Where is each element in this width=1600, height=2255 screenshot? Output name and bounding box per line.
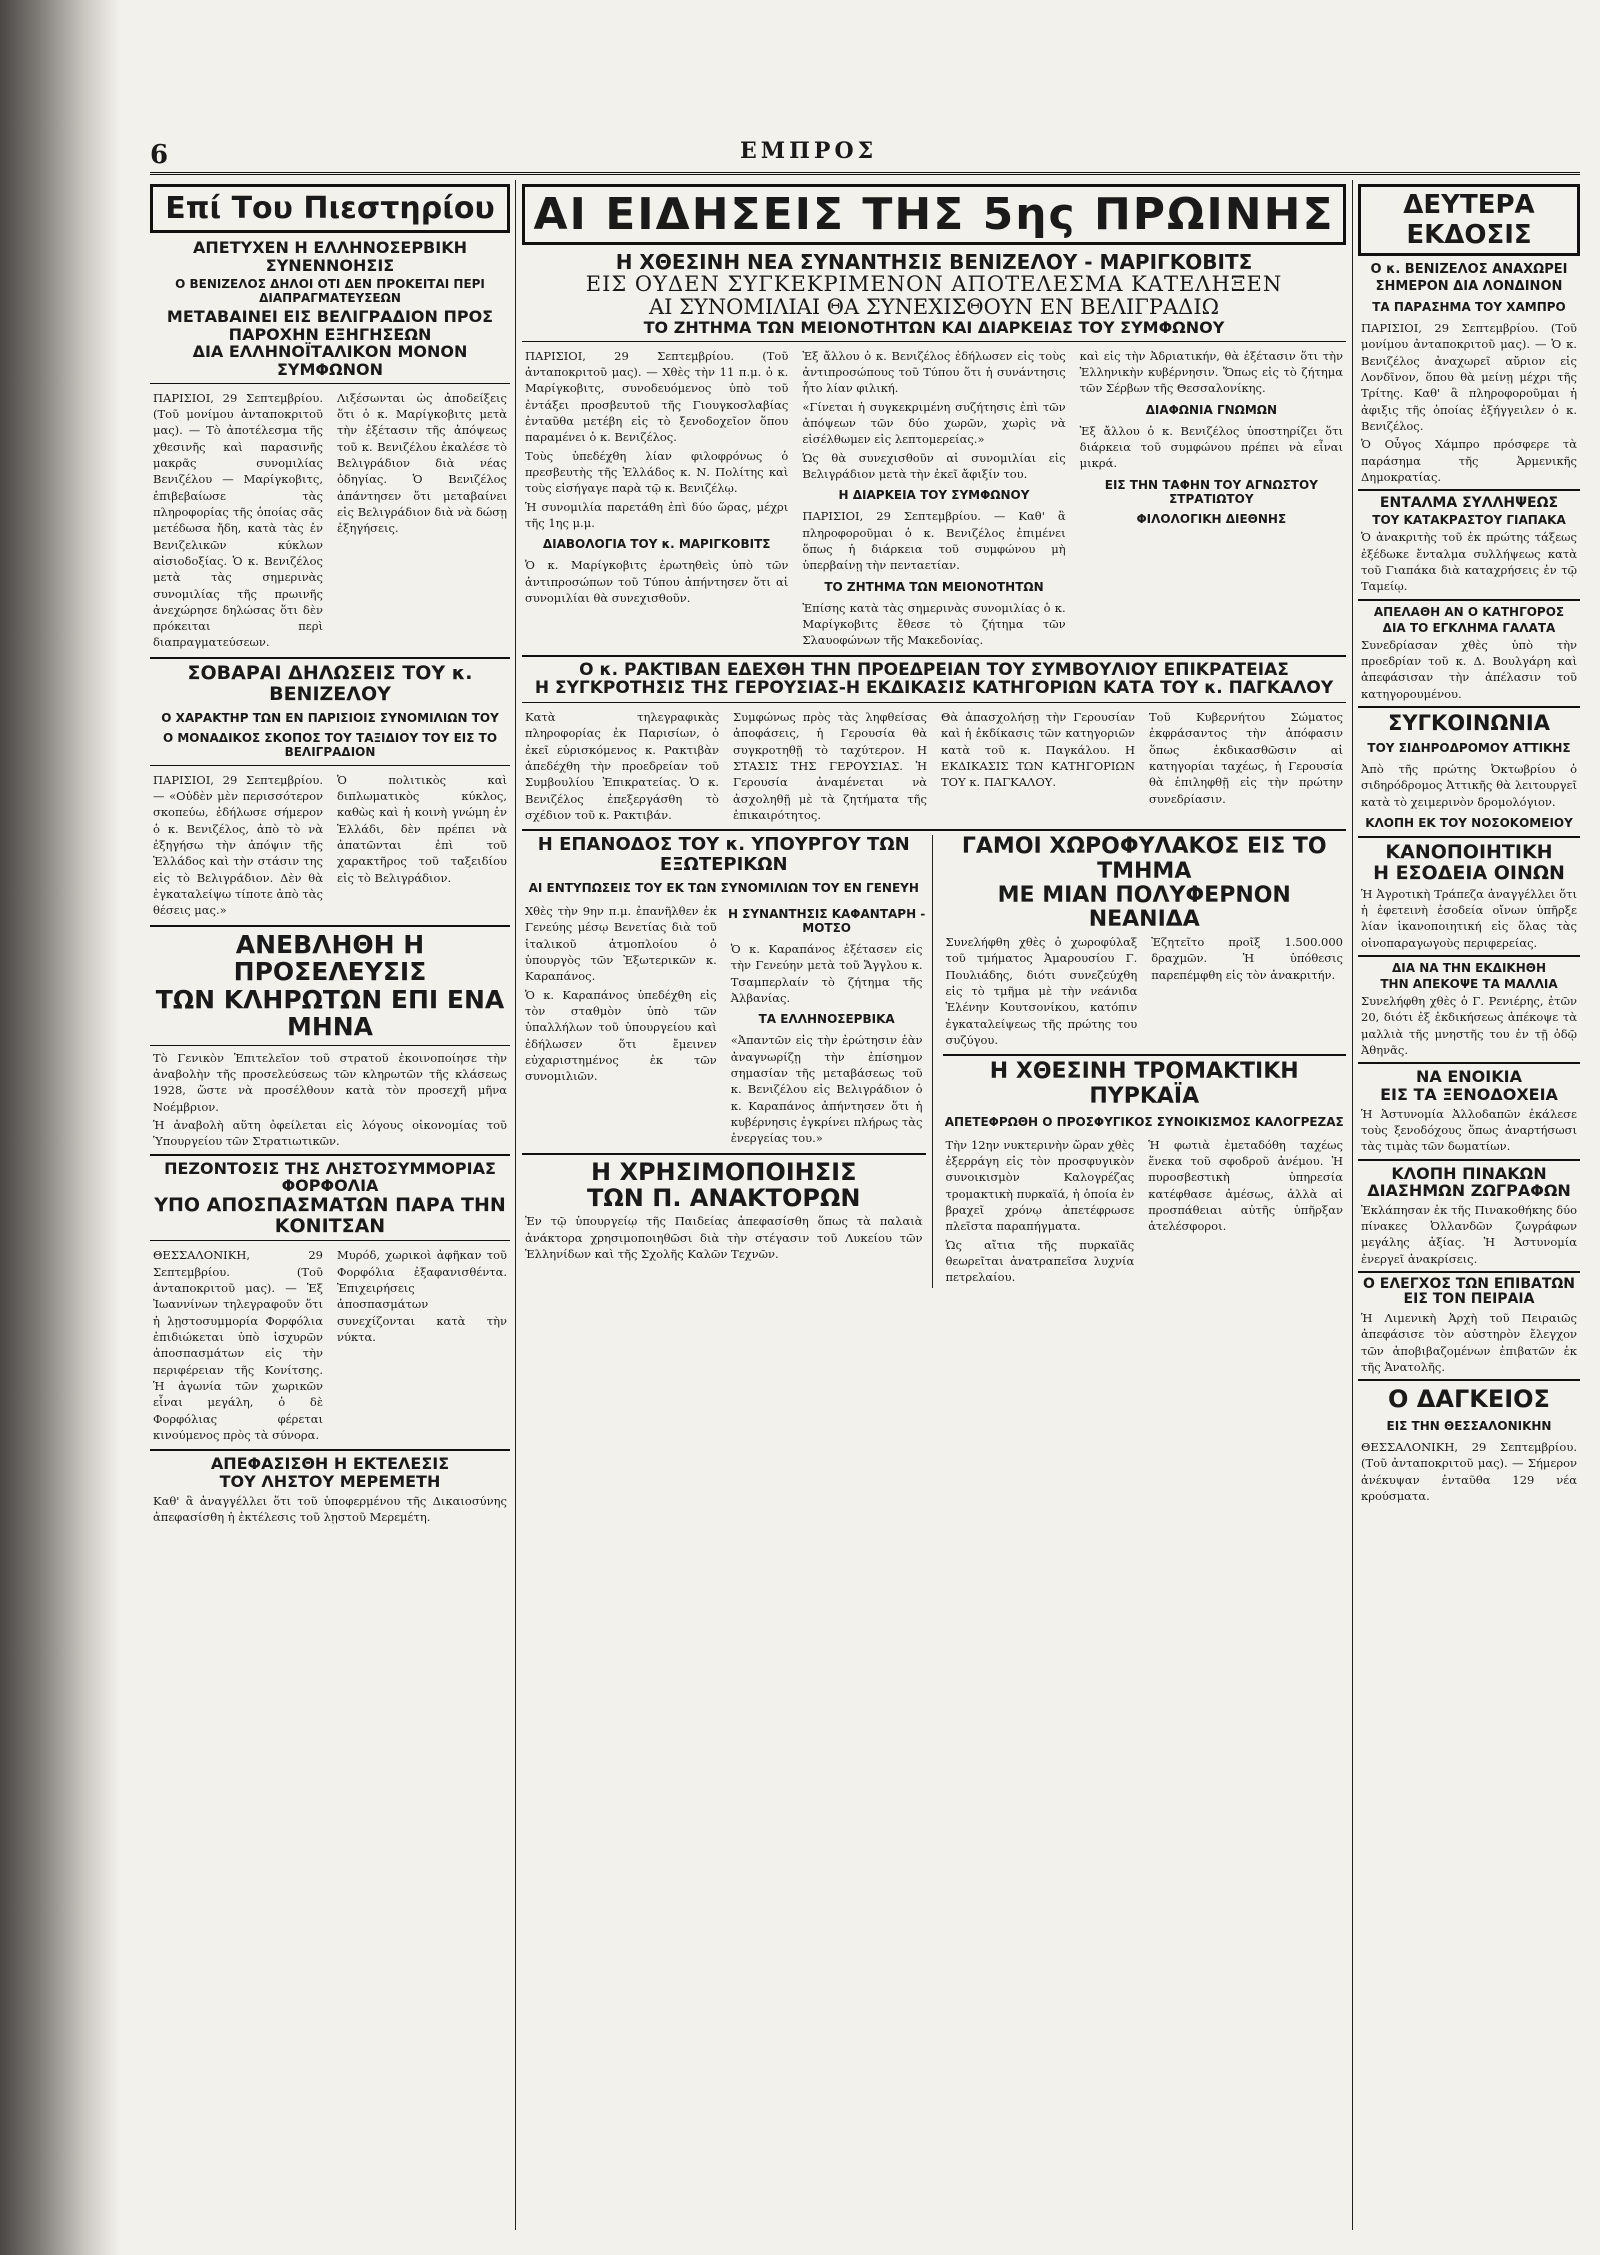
article-body: Ἡ ἀναβολὴ αὕτη ὀφείλεται εἰς λόγους οἰκονομίας τοῦ Ὑπουργείου τῶν Στρατιωτικῶν. [153, 1117, 507, 1149]
subheadline: Η ΔΙΑΡΚΕΙΑ ΤΟΥ ΣΥΜΦΩΝΟΥ [838, 488, 1030, 503]
headline: Ο ΒΕΝΙΖΕΛΟΣ ΔΗΛΟΙ ΟΤΙ ΔΕΝ ΠΡΟΚΕΙΤΑΙ ΠΕΡΙ ΔΙΑΠΡΑΓΜΑΤΕΥΣΕΩΝ [175, 277, 485, 306]
headline: ΝΑ ΕΝΟΙΚΙΑ [1416, 1067, 1522, 1087]
headline: Η ΣΥΓΚΡΟΤΗΣΙΣ ΤΗΣ ΓΕΡΟΥΣΙΑΣ-Η ΕΚΔΙΚΑΣΙΣ ΚΑΤΗΓΟΡΙΩΝ ΚΑΤΑ ΤΟΥ κ. ΠΑΓΚΑΛΟΥ [534, 678, 1334, 699]
column-divider [515, 180, 516, 2230]
headline: ΑΙ ΣΥΝΟΜΙΛΙΑΙ ΘΑ ΣΥΝΕΧΙΣΘΟΥΝ ΕΝ ΒΕΛΙΓΡΑΔΙΩ [648, 295, 1220, 320]
article-body: Καθ' ἃ ἀναγγέλλει ὅτι τοῦ ὑποφερμένου τῆς Δικαιοσύνης ἀπεφασίσθη ἡ ἐκτέλεσις τοῦ λῃστοῦ Μερεμέτη. [153, 1493, 507, 1524]
headline: Ο ΕΛΕΓΧΟΣ ΤΩΝ ΕΠΙΒΑΤΩΝ [1363, 1276, 1575, 1293]
article-body: ΘΕΣΣΑΛΟΝΙΚΗ, 29 Σεπτεμβρίου. (Τοῦ ἀνταποκριτοῦ μας). — Ἐξ Ἰωαννίνων τηλεγραφοῦν ὅτι ἡ λῃστοσυμμορία Φορφόλια ἐπιδιώκεται ὑπὸ ἰσχυρῶν ἀποσπασμάτων εἰς τὴν περιφέρειαν τῆς Κονίτσης. Ἡ ἀγωνία τῶν χωρικῶν εἶναι μεγάλη, ὁ δὲ Φορφόλιας φέρεται κινούμενος πρὸς τὰ σύνορα. Μυρόδ, χωρικοὶ ἀφῆκαν τοῦ Φορφόλια ἐξαφανισθέντα. Ἐπιχειρήσεις ἀποσπασμάτων συνεχίζονται κατὰ τὴν νύκτα. [153, 1248, 507, 1443]
headline: ΣΥΓΚΟΙΝΩΝΙΑ [1388, 710, 1550, 735]
article-body: ΠΑΡΙΣΙΟΙ, 29 Σεπτεμβρίου. (Τοῦ μονίμου ἀνταποκριτοῦ μας). — Τὸ ἀποτέλεσμα τῆς χθεσινῆς καὶ παρασινῆς μακρᾶς συνομιλίας Βενιζέλου — Μαρίγκοβιτς, ἐπιβεβαίωσε τὰς πληροφορίας τῆς ὁποίας σᾶς μετέδωσα ἤδη, κατὰ τὰς ἐν Βενιζελικῶν κύκλων αἰσιοδοξίας. Ὁ κ. Βενιζέλος μετὰ τὰς σημερινὰς συνομιλίας τῆς πρωινῆς ἀνεχώρησε δηλώσας ὅτι δὲν πρόκειται περὶ διαπραγματεύσεων. Λιξέσωνται ὡς ἀποδείξεις ὅτι ὁ κ. Μαρίγκοβιτς μετὰ τὴν ἐξέτασιν τῆς ἀπόψεως τοῦ κ. Βενιζέλου ἐκαλέσε τὸ Βελιγράδιον διὰ νέας ὁδηγίας. Ὁ Βενιζέλος ἀπάντησεν ὅτι μεταβαίνει εἰς Βελιγράδιον διὰ νὰ δώσῃ ἐξηγήσεις. [153, 390, 507, 650]
subheadline: ΤΟΥ ΣΙΔΗΡΟΔΡΟΜΟΥ ΑΤΤΙΚΗΣ [1367, 741, 1571, 755]
subheadline: ΤΟ ΖΗΤΗΜΑ ΤΩΝ ΜΕΙΟΝΟΤΗΤΩΝ ΚΑΙ ΔΙΑΡΚΕΙΑΣ ΤΟΥ ΣΥΜΦΩΝΟΥ [643, 318, 1225, 338]
subheadline: ΤΑ ΕΛΛΗΝΟΣΕΡΒΙΚΑ [758, 1012, 895, 1027]
column-divider [1352, 180, 1353, 2230]
article-body: Ἐν τῷ ὑπουργείῳ τῆς Παιδείας ἀπεφασίσθη ὅπως τὰ παλαιὰ ἀνάκτορα χρησιμοποιηθῶσι διὰ τὴν στέγασιν τοῦ Λυκείου τῶν Ἑλληνίδων καὶ τῆς Σχολῆς Καλῶν Τεχνῶν. [525, 1214, 923, 1262]
subheadline: ΔΙΑΒΟΛΟΓΙΑ ΤΟΥ κ. ΜΑΡΙΓΚΟΒΙΤΣ [542, 537, 771, 552]
subheadline: ΚΛΟΠΗ ΕΚ ΤΟΥ ΝΟΣΟΚΟΜΕΙΟΥ [1365, 815, 1573, 830]
left-column [150, 180, 510, 1527]
headline: ΚΑΝΟΠΟΙΗΤΙΚΗ [1385, 840, 1553, 863]
headline: ΤΩΝ ΚΛΗΡΩΤΩΝ ΕΠΙ ΕΝΑ ΜΗΝΑ [155, 984, 505, 1042]
subheadline: ΕΙΣ ΤΗΝ ΤΑΦΗΝ ΤΟΥ ΑΓΝΩΣΤΟΥ ΣΤΡΑΤΙΩΤΟΥ [1104, 477, 1318, 506]
headline: ΤΟΥ ΚΑΤΑΚΡΑΣΤΟΥ ΓΙΑΠΑΚΑ [1372, 513, 1566, 528]
subheadline: ΕΙΣ ΤΗΝ ΘΕΣΣΑΛΟΝΙΚΗΝ [1386, 1419, 1552, 1434]
second-edition-banner: ΔΕΥΤΕΡΑ ΕΚΔΟΣΙΣ [1358, 184, 1580, 256]
right-column: ΔΕΥΤΕΡΑ ΕΚΔΟΣΙΣ Ο κ. ΒΕΝΙΖΕΛΟΣ ΑΝΑΧΩΡΕΙ ΣΗΜΕΡΟΝ ΔΙΑ ΛΟΝΔΙΝΟΝ ΤΑ ΠΑΡΑΣΗΜΑ ΤΟΥ ΧΑΜΠΡΟ ΠΑΡΙΣΙΟΙ, 29 Σεπτεμβρίου. (Τοῦ μονίμου ἀνταποκριτοῦ μας). — Ὁ κ. Βενιζέλος ἀναχωρεῖ αὔριον εἰς Λονδῖνον, ὅπου θὰ μείνῃ μέχρι τῆς Τρίτης. Καθ' ἃ πληροφοροῦμαι ἡ ἀφιξις τῆς ὁποίας ἐξήγγειλεν ὁ κ. Βενιζέλος. Ὁ Οὖγος Χάμπρο πρόσφερε τὰ παράσημα τῆς Ἀρμενικῆς Δημοκρατίας. ΕΝΤΑΛΜΑ ΣΥΛΛΗΨΕΩΣ ΤΟΥ ΚΑΤΑΚΡΑΣΤΟΥ ΓΙΑΠΑΚΑ Ὁ ἀνακριτὴς τοῦ ἐκ πρώτης τάξεως ἐξέδωκε ἔνταλμα συλλήψεως κατὰ τοῦ Γιαπάκα διὰ καταχρήσεις ἐν τῷ Ταμείῳ. ΑΠΕΛΑΘΗ ΑΝ Ο ΚΑΤΗΓΟΡΟΣ ΔΙΑ ΤΟ ΕΓΚΛΗΜΑ ΓΑΛΑΤΑ Συνεδρίασαν χθὲς ὑπὸ τὴν προεδρίαν τοῦ κ. Δ. Βουλγάρη καὶ ἀπεφάσισαν τὴν ἀπέλασιν τοῦ κατηγορουμένου. ΣΥΓΚΟΙΝΩΝΙΑ ΤΟΥ ΣΙΔΗΡΟΔΡΟΜΟΥ ΑΤΤΙΚΗΣ Ἀπὸ τῆς πρώτης Ὀκτωβρίου ὁ σιδηρόδρομος Ἀττικῆς θὰ λειτουργεῖ κατὰ τὸ χειμερινὸν δρομολόγιον. ΚΛΟΠΗ ΕΚ ΤΟΥ ΝΟΣΟΚΟΜΕΙΟΥ ΚΑΝΟΠΟΙΗΤΙΚΗ Η ΕΣΟΔΕΙΑ ΟΙΝΩΝ Ἡ Ἀγροτικὴ Τράπεζα ἀναγγέλλει ὅτι ἡ ἐφετεινὴ ἐσοδεία οἴνων ὑπῆρξε λίαν ἱκανοποιητική εἰς ὅλας τὰς οἰνοπαραγωγοὺς περιφερείας. ΔΙΑ ΝΑ ΤΗΝ ΕΚΔΙΚΗΘΗ ΤΗΝ ΑΠΕΚΟΨΕ ΤΑ ΜΑΛΛΙΑ Συνελήφθη χθὲς ὁ Γ. Ρενιέρης, ἐτῶν 20, διότι ἐξ ἐκδικήσεως ἀπέκοψε τὰ μαλλιὰ τῆς μνηστῆς του ἐν τῇ ὁδῷ Ἀθηνᾶς. ΝΑ ΕΝΟΙΚΙΑ ΕΙΣ ΤΑ ΞΕΝΟΔΟΧΕΙΑ Ἡ Ἀστυνομία Ἀλλοδαπῶν ἐκάλεσε τοὺς ξενοδόχους ὅπως ἀναρτήσωσι τὰς τιμὰς τῶν δωματίων. ΚΛΟΠΗ ΠΙΝΑΚΩΝ ΔΙΑΣΗΜΩΝ ΖΩΓΡΑΦΩΝ Ἐκλάπησαν ἐκ τῆς Πινακοθήκης δύο πίνακες Ὀλλανδῶν ζωγράφων μεγάλης ἀξίας. Ἡ Ἀστυνομία ἐνεργεῖ ἀνακρίσεις. Ο ΕΛΕΓΧΟΣ ΤΩΝ ΕΠΙΒΑΤΩΝ ΕΙΣ ΤΟΝ ΠΕΙΡΑΙΑ Ἡ Λιμενικὴ Ἀρχὴ τοῦ Πειραιῶς ἀπεφάσισε τὸν αὐστηρὸν ἔλεγχον τῶν ἀποβιβαζομένων ἐπιβατῶν ἐκ τῆς Ἀνατολῆς. Ο ΔΑΓΚΕΙΟΣ ΕΙΣ ΤΗΝ ΘΕΣΣΑΛΟΝΙΚΗΝ ΘΕΣΣΑΛΟΝΙΚΗ, 29 Σεπτεμβρίου. (Τοῦ ἀνταποκριτοῦ μας). — Σήμερον ἀνέκυψαν ἐνταῦθα 129 νέα κρούσματα. [1358, 180, 1580, 1506]
headline: ΔΙΑΣΗΜΩΝ ΖΩΓΡΑΦΩΝ [1367, 1181, 1571, 1201]
headline: ΔΙΑ ΕΛΛΗΝΟΪΤΑΛΙΚΟΝ ΜΟΝΟΝ ΣΥΜΦΩΝΟΝ [192, 342, 468, 379]
center-column [522, 180, 1346, 1288]
article-body: ΠΑΡΙΣΙΟΙ, 29 Σεπτεμβρίου. (Τοῦ ἀνταποκριτοῦ μας). — Χθὲς τὴν 11 π.μ. ὁ κ. Μαρίγκοβιτς, συνοδευόμενος ὑπὸ τοῦ ἐντάξει προσβευτοῦ τῆς Γιουγκοσλαβίας ἐνταῦθα μετέβη εἰς τὸ ξενοδοχεῖον ὅπου παραμένει ὁ κ. Βενιζέλος. Τοὺς ὑπεδέχθη λίαν φιλοφρόνως ὁ πρεσβευτὴς τῆς Ἑλλάδος κ. Ν. Πολίτης καὶ τοὺς εἰσήγαγε παρὰ τῷ κ. Βενιζέλῳ. Ἡ συνομιλία παρετάθη ἐπὶ δύο ὥρας, μέχρι τῆς 1ης μ.μ. ΔΙΑΒΟΛΟΓΙΑ ΤΟΥ κ. ΜΑΡΙΓΚΟΒΙΤΣ Ὁ κ. Μαρίγκοβιτς ἐρωτηθεὶς ὑπὸ τῶν ἀντιπροσώπων τοῦ Τύπου ἀπήντησεν ὅτι αἱ συνομιλίαι θὰ συνεχισθοῦν. Ἐξ ἄλλου ὁ κ. Βενιζέλος ἐδήλωσεν εἰς τοὺς ἀντιπροσώπους τοῦ Τύπου ὅτι ἡ συνάντησις ἦτο λίαν φιλική. «Γίνεται ἡ συγκεκριμένη συζήτησις ἐπὶ τῶν ἀπόψεων τῶν δύο χωρῶν, χωρὶς νὰ εἰσέλθωμεν εἰς λεπτομερείας.» Ὡς θὰ συνεχισθοῦν αἱ συνομιλίαι εἰς Βελιγράδιον μετὰ τὴν ἐκεῖ ἄφιξίν του. Η ΔΙΑΡΚΕΙΑ ΤΟΥ ΣΥΜΦΩΝΟΥ ΠΑΡΙΣΙΟΙ, 29 Σεπτεμβρίου. — Καθ' ἃ πληροφοροῦμαι ὁ κ. Βενιζέλος ἐπιμένει ὅπως ἡ διάρκεια τοῦ συμφώνου μὴ ὑπερβαίνῃ τὴν πενταετίαν. ΤΟ ΖΗΤΗΜΑ ΤΩΝ ΜΕΙΟΝΟΤΗΤΩΝ Ἐπίσης κατὰ τὰς σημερινὰς συνομιλίας ὁ κ. Μαρίγκοβιτς ἔθεσε τὸ ζήτημα τῶν Σλαυοφώνων τῆς Μακεδονίας. καὶ εἰς τὴν Ἀδριατικήν, θὰ ἐξέτασιν ὅτι τὴν Ἑλληνικὴν κυβέρνησιν. Ὅπως εἰς τὸ ζήτημα τῶν Σέρβων τῆς Θεσσαλονίκης. ΔΙΑΦΩΝΙΑ ΓΝΩΜΩΝ Ἐξ ἄλλου ὁ κ. Βενιζέλος ὑποστηρίζει ὅτι διάρκεια τοῦ συμφώνου πρέπει νὰ εἶναι μικρά. ΕΙΣ ΤΗΝ ΤΑΦΗΝ ΤΟΥ ΑΓΝΩΣΤΟΥ ΣΤΡΑΤΙΩΤΟΥ ΦΙΛΟΛΟΓΙΚΗ ΔΙΕΘΝΗΣ [522, 346, 1346, 651]
headline: ΥΠΟ ΑΠΟΣΠΑΣΜΑΤΩΝ ΠΑΡΑ ΤΗΝ ΚΟΝΙΤΣΑΝ [154, 1193, 506, 1237]
headline: Η ΕΠΑΝΟΔΟΣ ΤΟΥ κ. ΥΠΟΥΡΓΟΥ ΤΩΝ ΕΞΩΤΕΡΙΚΩΝ [537, 834, 910, 876]
headline: ΕΝΤΑΛΜΑ ΣΥΛΛΗΨΕΩΣ [1379, 495, 1559, 512]
rubric-box: Επί Του Πιεστηρίου [150, 184, 510, 233]
headline: ΕΙΣ ΤΟΝ ΠΕΙΡΑΙΑ [1403, 1291, 1535, 1308]
headline: Η ΧΘΕΣΙΝΗ ΤΡΟΜΑΚΤΙΚΗ ΠΥΡΚΑΪΑ [989, 1059, 1299, 1109]
article-body: Κατὰ τηλεγραφικὰς πληροφορίας ἐκ Παρισίων, ὁ ἐκεῖ εὑρισκόμενος κ. Ρακτιβὰν ἀπεδέχθη τὴν προεδρείαν τοῦ Συμβουλίου Ἐπικρατείας. Ὁ κ. Βενιζέλος ἐπεξεργάσθη τὸ σχέδιον τοῦ κ. Ρακτιβάν. Συμφώνως πρὸς τὰς ληφθείσας ἀποφάσεις, ἡ Γερουσία θὰ συγκροτηθῇ τὸ ταχύτερον. Η ΣΤΑΣΙΣ ΤΗΣ ΓΕΡΟΥΣΙΑΣ. Ἡ Γερουσία ἀναμένεται νὰ ἀσχοληθῇ μὲ τὰ ζητήματα τῆς ἐπικαιρότητος. Θὰ ἀπασχολήσῃ τὴν Γερουσίαν καὶ ἡ ἐκδίκασις τῶν κατηγοριῶν κατὰ τοῦ κ. Παγκάλου. Η ΕΚΔΙΚΑΣΙΣ ΤΩΝ ΚΑΤΗΓΟΡΙΩΝ ΤΟΥ κ. ΠΑΓΚΑΛΟΥ. Τοῦ Κυβερνήτου Σώματος ἐκφράσαντος τὴν ἀπόφασιν ὅπως ἐκδικασθῶσιν αἱ κατηγορίαι ταχέως, ἡ Γερουσία θὰ ἐπιληφθῇ εἰς τὴν πρώτην συνεδρίασιν. [525, 710, 1343, 823]
foreign-minister-article: Η ΕΠΑΝΟΔΟΣ ΤΟΥ κ. ΥΠΟΥΡΓΟΥ ΤΩΝ ΕΞΩΤΕΡΙΚΩΝ ΑΙ ΕΝΤΥΠΩΣΕΙΣ ΤΟΥ ΕΚ ΤΩΝ ΣΥΝΟΜΙΛΙΩΝ ΤΟΥ ΕΝ ΓΕΝΕΥΗ Χθὲς τὴν 9ην π.μ. ἐπανῆλθεν ἐκ Γενεύης μέσῳ Βενετίας διὰ τοῦ ἰταλικοῦ ἀτμοπλοίου ὁ ὑπουργὸς τῶν Ἐξωτερικῶν κ. Καραπάνος. Ὁ κ. Καραπάνος ὑπεδέχθη εἰς τὸν σταθμὸν ὑπὸ τῶν ὑπαλλήλων τοῦ ὑπουργείου καὶ ἐδήλωσεν ὅτι ἔμεινεν εὐχαριστημένος ἐκ τῶν συνομιλιῶν. Η ΣΥΝΑΝΤΗΣΙΣ ΚΑΦΑΝΤΑΡΗ - ΜΟΤΣΟ Ὁ κ. Καραπάνος ἐξέτασεν εἰς τὴν Γενεύην μετὰ τοῦ Ἄγγλου κ. Τσαμπερλαίν τὸ ζήτημα τῆς Ἀλβανίας. ΤΑ ΕΛΛΗΝΟΣΕΡΒΙΚΑ «Ἀπαντῶν εἰς τὴν ἐρώτησιν ἐὰν ἀναγνωρίζῃ τὴν ἐπίσημον σημασίαν τῆς μεταβάσεως τοῦ κ. Βενιζέλου εἰς Βελιγράδιον ὁ κ. Καραπάνος ἀπήντησεν ὅτι ἡ κυβέρνησις ἐγκρίνει πλήρως τὰς ἐνεργείας του.» Η ΧΡΗΣΙΜΟΠΟΙΗΣΙΣ ΤΩΝ Π. ΑΝΑΚΤΟΡΩΝ Ἐν τῷ ὑπουργείῳ τῆς Παιδείας ἀπεφασίσθη ὅπως τὰ παλαιὰ ἀνάκτορα χρησιμοποιηθῶσι διὰ τὴν στέγασιν τοῦ Λυκείου τῶν Ἑλληνίδων καὶ τῆς Σχολῆς Καλῶν Τεχνῶν. [522, 835, 933, 1287]
masthead: ΕΜΠΡΟΣ [740, 138, 878, 164]
headline: Η ΧΘΕΣΙΝΗ ΝΕΑ ΣΥΝΑΝΤΗΣΙΣ ΒΕΝΙΖΕΛΟΥ - ΜΑΡΙΓΚΟΒΙΤΣ [615, 250, 1253, 274]
headline: Η ΧΡΗΣΙΜΟΠΟΙΗΣΙΣ [591, 1157, 857, 1186]
scanned-binding-edge [0, 0, 120, 2255]
headline: ΕΙΣ ΤΑ ΞΕΝΟΔΟΧΕΙΑ [1380, 1084, 1558, 1104]
headline: ΤΩΝ Π. ΑΝΑΚΤΟΡΩΝ [587, 1183, 861, 1212]
page-number: 6 [150, 140, 169, 170]
headline: ΤΗΝ ΑΠΕΚΟΨΕ ΤΑ ΜΑΛΛΙΑ [1380, 977, 1558, 992]
subheadline: ΤΟ ΖΗΤΗΜΑ ΤΩΝ ΜΕΙΟΝΟΤΗΤΩΝ [824, 579, 1044, 594]
headline: ΕΙΣ ΟΥΔΕΝ ΣΥΓΚΕΚΡΙΜΕΝΟΝ ΑΠΟΤΕΛΕΣΜΑ ΚΑΤΕΛΗΞΕΝ [585, 272, 1283, 296]
headline: ΣΗΜΕΡΟΝ ΔΙΑ ΛΟΝΔΙΝΟΝ [1375, 279, 1563, 294]
subheadline: ΑΠΕΤΕΦΡΩΘΗ Ο ΠΡΟΣΦΥΓΙΚΟΣ ΣΥΝΟΙΚΙΣΜΟΣ ΚΑΛΟΓΡΕΖΑΣ [944, 1114, 1344, 1129]
headline: ΤΟΥ ΛΗΣΤΟΥ ΜΕΡΕΜΕΤΗ [219, 1472, 441, 1492]
article-body: Τὸ Γενικὸν Ἐπιτελεῖον τοῦ στρατοῦ ἐκοινοποίησε τὴν ἀναβολὴν τῆς προσελεύσεως τῶν κληρωτῶν τῆς κλάσεως 1928, ὥστε νὰ προσέλθουν κατὰ τὸν προσεχῆ μῆνα Νοέμβριον. [153, 1050, 507, 1114]
headline: ΜΕ ΜΙΑΝ ΠΟΛΥΦΕΡΝΟΝ ΝΕΑΝΙΔΑ [997, 882, 1291, 932]
headline: Ο κ. ΒΕΝΙΖΕΛΟΣ ΑΝΑΧΩΡΕΙ [1370, 262, 1568, 277]
subheadline: ΑΙ ΕΝΤΥΠΩΣΕΙΣ ΤΟΥ ΕΚ ΤΩΝ ΣΥΝΟΜΙΛΙΩΝ ΤΟΥ ΕΝ ΓΕΝΕΥΗ [528, 880, 919, 895]
headline: ΑΠΕΦΑΣΙΣΘΗ Η ΕΚΤΕΛΕΣΙΣ [210, 1454, 450, 1474]
headline: ΑΠΕΤΥΧΕΝ Η ΕΛΛΗΝΟΣΕΡΒΙΚΗ ΣΥΝΕΝΝΟΗΣΙΣ [193, 238, 467, 275]
headline: ΑΝΕΒΛΗΘΗ Η ΠΡΟΣΕΛΕΥΣΙΣ [233, 929, 427, 987]
headline: Ο κ. ΡΑΚΤΙΒΑΝ ΕΔΕΧΘΗ ΤΗΝ ΠΡΟΕΔΡΕΙΑΝ ΤΟΥ ΣΥΜΒΟΥΛΙΟΥ ΕΠΙΚΡΑΤΕΙΑΣ [579, 659, 1289, 680]
header-rule [150, 172, 1580, 175]
subheadline: Ο ΧΑΡΑΚΤΗΡ ΤΩΝ ΕΝ ΠΑΡΙΣΙΟΙΣ ΣΥΝΟΜΙΛΙΩΝ ΤΟΥ [161, 710, 499, 725]
headline: ΠΕΖΟΝΤΟΣΙΣ ΤΗΣ ΛΗΣΤΟΣΥΜΜΟΡΙΑΣ ΦΟΡΦΟΛΙΑ [164, 1158, 496, 1196]
subheadline: Ο ΜΟΝΑΔΙΚΟΣ ΣΚΟΠΟΣ ΤΟΥ ΤΑΞΙΔΙΟΥ ΤΟΥ ΕΙΣ ΤΟ ΒΕΛΙΓΡΑΔΙΟΝ [162, 730, 498, 759]
headline: ΣΟΒΑΡΑΙ ΔΗΛΩΣΕΙΣ ΤΟΥ κ. ΒΕΝΙΖΕΛΟΥ [187, 661, 473, 705]
article-body: ΠΑΡΙΣΙΟΙ, 29 Σεπτεμβρίου. — «Οὐδὲν μὲν περισσότερον σκοπεύω, ἐδήλωσε σήμερον ὁ κ. Βενιζέλος, ἀπὸ τὸ νὰ ἐξηγήσω τὴν ἀπόψιν τῆς Ἑλλάδος καὶ τὴν στάσιν της εἰς τὸ Βελιγράδιον. Δὲν θὰ ἐγκαταλείψω τίποτε ἀπὸ τὰς θέσεις μας.» Ὁ πολιτικὸς καὶ διπλωματικὸς κύκλος, καθὼς καὶ ἡ κοινὴ γνώμη ἐν Ἑλλάδι, δὲν πρέπει νὰ ἀπατῶνται ἐπὶ τοῦ χαρακτῆρος τοῦ ταξειδίου εἰς τὸ Βελιγράδιον. [153, 772, 507, 918]
headline: ΔΙΑ ΤΟ ΕΓΚΛΗΜΑ ΓΑΛΑΤΑ [1382, 620, 1556, 635]
side-articles: ΓΑΜΟΙ ΧΩΡΟΦΥΛΑΚΟΣ ΕΙΣ ΤΟ ΤΜΗΜΑ ΜΕ ΜΙΑΝ ΠΟΛΥΦΕΡΝΟΝ ΝΕΑΝΙΔΑ Συνελήφθη χθὲς ὁ χωροφύλαξ τοῦ τμήματος Ἀμαρουσίου Γ. Πουλιάδης, διότι συνεζεύχθη εἰς τὸ τμῆμα μὲ τὴν νεάνιδα Ἑλένην Κουτσονίκου, κατόπιν ἐγκαταλείψεως τῆς πρώτης του συζύγου. Ἐζητεῖτο προῖξ 1.500.000 δραχμῶν. Ἡ ὑπόθεσις παρεπέμφθη εἰς τὸν ἀνακριτήν. Η ΧΘΕΣΙΝΗ ΤΡΟΜΑΚΤΙΚΗ ΠΥΡΚΑΪΑ ΑΠΕΤΕΦΡΩΘΗ Ο ΠΡΟΣΦΥΓΙΚΟΣ ΣΥΝΟΙΚΙΣΜΟΣ ΚΑΛΟΓΡΕΖΑΣ Τὴν 12ην νυκτερινὴν ὥραν χθὲς ἐξερράγη εἰς τὸν προσφυγικὸν συνοικισμὸν Καλογρέζας τρομακτικὴ πυρκαϊά, ἡ ὁποία ἐν βραχεῖ χρόνῳ ἀπετέφρωσε πλεῖστα παραπήγματα. Ὡς αἴτια τῆς πυρκαϊᾶς θεωρεῖται ἀνατραπεῖσα λυχνία πετρελαίου. Ἡ φωτιὰ ἐμεταδόθη ταχέως ἕνεκα τοῦ σφοδροῦ ἀνέμου. Ἡ πυροσβεστικὴ ὑπηρεσία κατέφθασε ἀμέσως, ἀλλὰ αἱ προσπάθειαι αὐτῆς ὑπῆρξαν ἀτελέσφοροι. [943, 835, 1347, 1287]
headline: ΚΛΟΠΗ ΠΙΝΑΚΩΝ [1391, 1163, 1547, 1183]
headline: Ο ΔΑΓΚΕΙΟΣ [1388, 1385, 1550, 1414]
banner-headline: ΑΙ ΕΙΔΗΣΕΙΣ ΤΗΣ 5ης ΠΡΩΙΝΗΣ [522, 184, 1346, 245]
headline: ΓΑΜΟΙ ΧΩΡΟΦΥΛΑΚΟΣ ΕΙΣ ΤΟ ΤΜΗΜΑ [961, 834, 1327, 884]
subheadline: ΦΙΛΟΛΟΓΙΚΗ ΔΙΕΘΝΗΣ [1136, 511, 1287, 526]
headline: Η ΕΣΟΔΕΙΑ ΟΙΝΩΝ [1373, 861, 1565, 884]
subheadline: ΤΑ ΠΑΡΑΣΗΜΑ ΤΟΥ ΧΑΜΠΡΟ [1372, 300, 1566, 314]
headline: ΔΙΑ ΝΑ ΤΗΝ ΕΚΔΙΚΗΘΗ [1391, 961, 1546, 976]
headline: ΑΠΕΛΑΘΗ ΑΝ Ο ΚΑΤΗΓΟΡΟΣ [1373, 604, 1565, 619]
headline: ΜΕΤΑΒΑΙΝΕΙ ΕΙΣ ΒΕΛΙΓΡΑΔΙΟΝ ΠΡΟΣ ΠΑΡΟΧΗΝ ΕΞΗΓΗΣΕΩΝ [166, 307, 494, 344]
